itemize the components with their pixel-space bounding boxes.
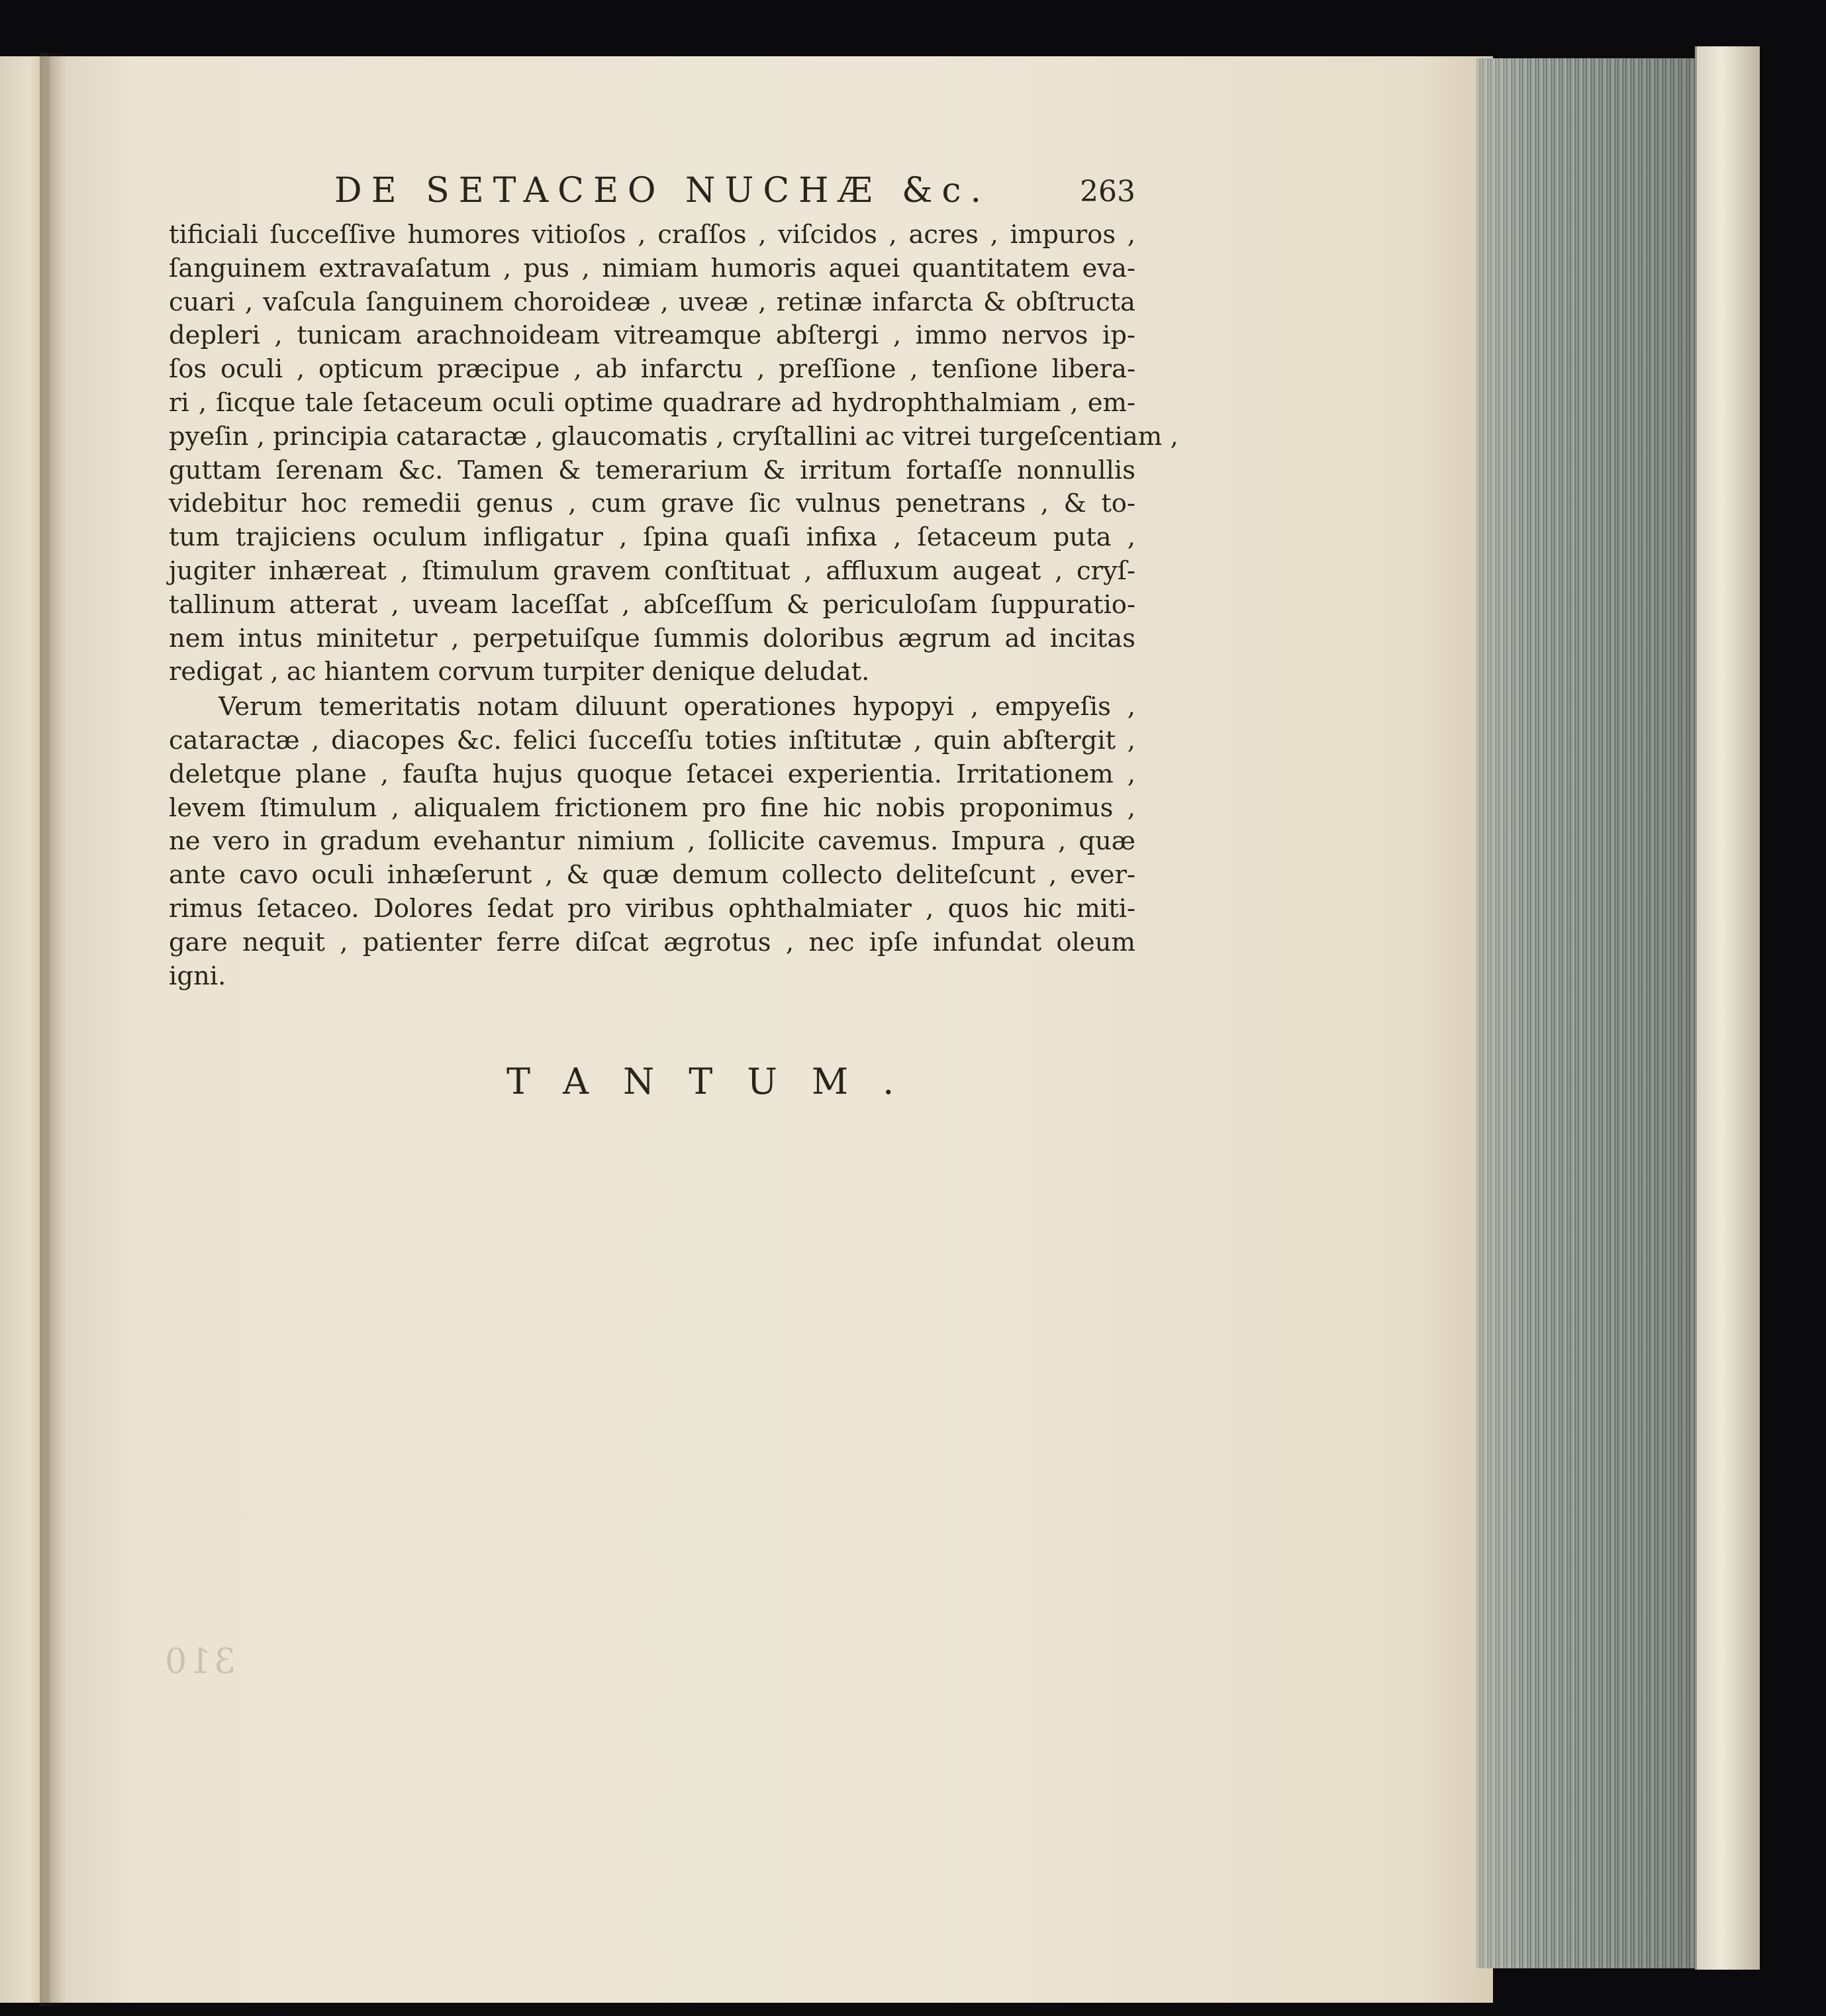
text-line: jugiter inhæreat , ſtimulum gravem conſtituat , affluxum augeat , cryſ- bbox=[169, 555, 1135, 586]
body-text bbox=[169, 218, 1178, 993]
text-line: cataractæ , diacopes &c. felici ſucceſſu toties inſtitutæ , quin abſtergit , bbox=[169, 725, 1135, 755]
text-line: ne vero in gradum evehantur nimium , ſollicite cavemus. Impura , quæ bbox=[169, 826, 1135, 857]
text-line: depleri , tunicam arachnoideam vitreamque abſtergi , immo nervos ip- bbox=[169, 320, 1135, 351]
text-line: guttam ſerenam &c. Tamen & temerarium & irritum fortaſſe nonnullis bbox=[169, 455, 1135, 485]
gutter-shadow bbox=[40, 53, 66, 2006]
text-line: nem intus minitetur , perpetuiſque ſummis doloribus ægrum ad incitas bbox=[169, 623, 1135, 653]
show-through-text: 310 bbox=[162, 1642, 236, 1682]
paragraph-2 bbox=[169, 691, 1135, 993]
text-line: tum trajiciens oculum infligatur , ſpina quaſi infixa , ſetaceum puta , bbox=[169, 522, 1135, 553]
text-line: cuari , vaſcula ſanguinem choroideæ , uveæ , retinæ infarcta & obſtructa bbox=[169, 287, 1135, 317]
text-line: ante cavo oculi inhæſerunt , & quæ demum collecto deliteſcunt , ever- bbox=[169, 860, 1135, 890]
text-line: tificiali ſucceſſive humores vitioſos , craſſos , viſcidos , acres , impuros , bbox=[169, 220, 1135, 250]
text-line: tallinum atterat , uveam laceſſat , abſceſſum & periculoſam ſuppuratio- bbox=[169, 589, 1135, 620]
page-number: 263 bbox=[1080, 175, 1135, 209]
text-line: pyeſin , principia cataractæ , glaucomatis , cryſtallini ac vitrei turgeſcentiam , bbox=[169, 421, 1178, 452]
text-line: videbitur hoc remedii genus , cum grave ſic vulnus penetrans , & to- bbox=[169, 489, 1135, 519]
text-line: ſos oculi , opticum præcipue , ab infarctu , preſſione , tenſione libera- bbox=[169, 354, 1135, 385]
text-line: redigat , ac hiantem corvum turpiter denique deludat. bbox=[169, 657, 870, 687]
running-head bbox=[169, 166, 1135, 218]
paragraph-1 bbox=[169, 218, 1178, 689]
text-line: igni. bbox=[169, 961, 226, 991]
text-line: ſanguinem extravaſatum , pus , nimiam humoris aquei quantitatem eva- bbox=[169, 253, 1135, 283]
text-line: Verum temeritatis notam diluunt operationes hypopyi , empyeſis , bbox=[218, 692, 1135, 722]
text-line: gare nequit , patienter ferre diſcat ægrotus , nec ipſe infundat oleum bbox=[169, 927, 1135, 957]
finis-heading: TANTUM. bbox=[506, 1061, 929, 1102]
text-line: levem ſtimulum , aliqualem frictionem pro fine hic nobis proponimus , bbox=[169, 792, 1135, 823]
text-block bbox=[169, 166, 1178, 993]
running-title: DE SETACEO NUCHÆ &c. bbox=[334, 171, 991, 211]
text-line: rimus ſetaceo. Dolores ſedat pro viribus ophthalmiater , quos hic miti- bbox=[169, 893, 1135, 924]
text-line: deletque plane , fauſta hujus quoque ſetacei experientia. Irritationem , bbox=[169, 759, 1135, 789]
book-cover-edge bbox=[1695, 46, 1760, 1970]
text-line: ri , ſicque tale ſetaceum oculi optime quadrare ad hydrophthalmiam , em- bbox=[169, 387, 1135, 418]
